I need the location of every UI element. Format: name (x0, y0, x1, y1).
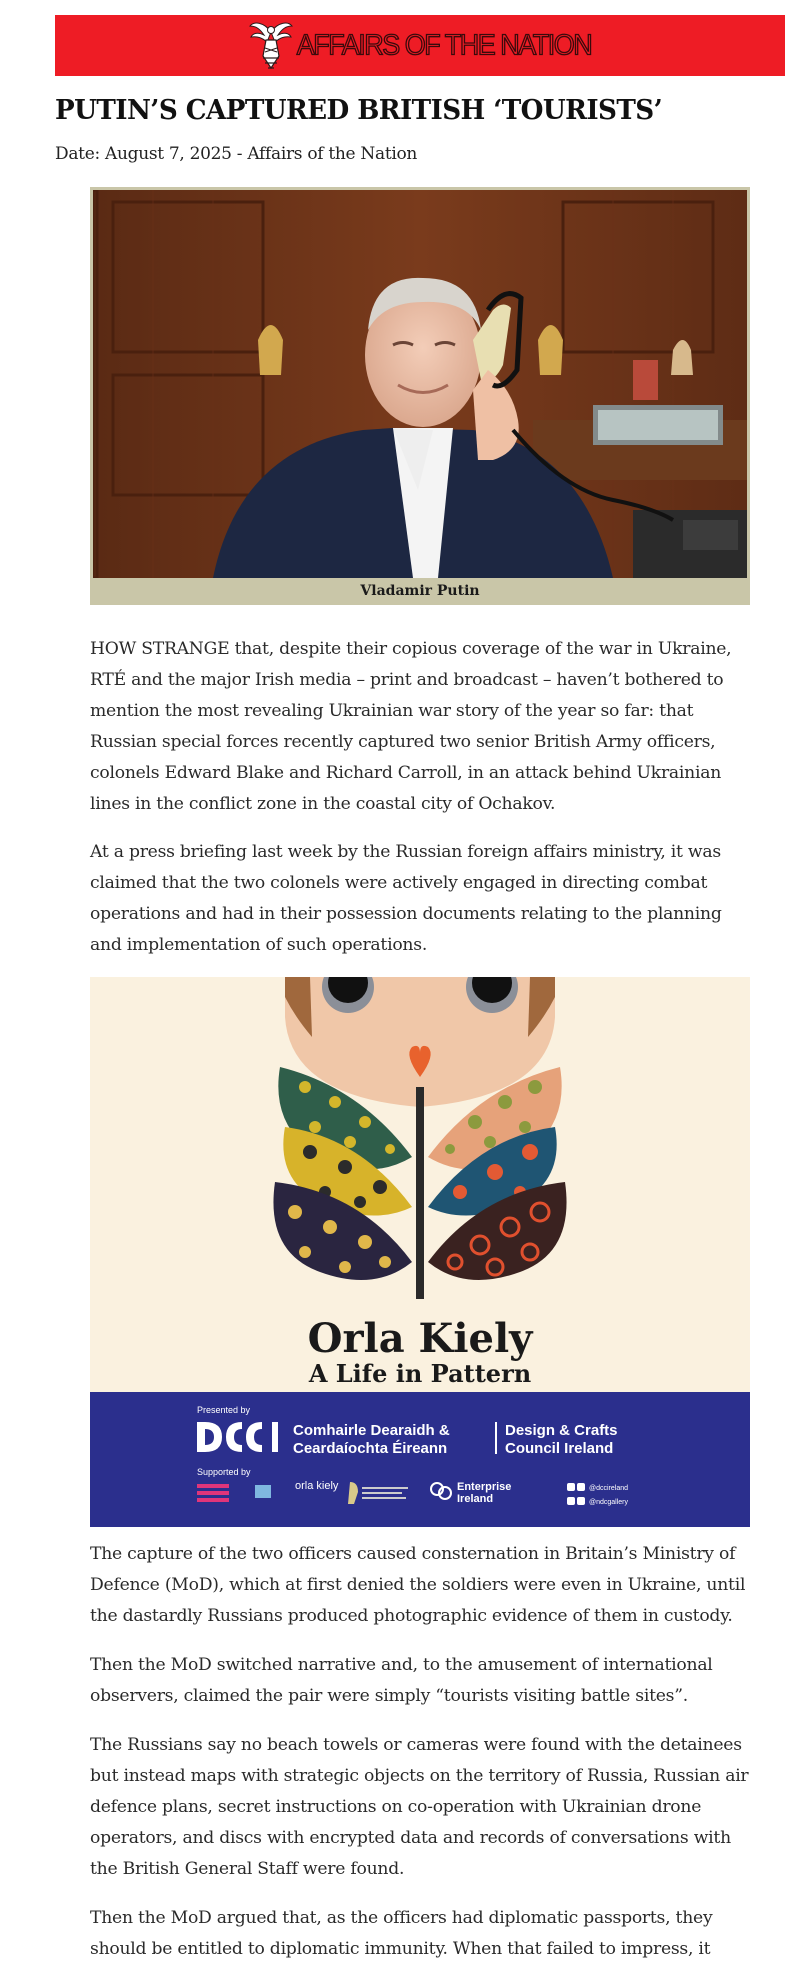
article-paragraph: The Russians say no beach towels or cameras were found with the detainees but instead maps with strategic objects on the territory of Russia, Russian air defence plans, secret instructions on co-operation with Ukrainian drone operators, and discs with encrypted data and records of conversations with the British General Staff were found. (90, 1735, 749, 1879)
article-paragraph: HOW STRANGE that, despite their copious coverage of the war in Ukraine, RTÉ and the major Irish media – print and broadcast – haven’t bothered to mention the most revealing Ukrainian war story of the year so far: that Russian special forces recently captured two senior British Army officers, colonels Edward Blake and Richard Carroll, in an attack behind Ukrainian lines in the conflict zone in the coastal city of Ochakov. (90, 639, 732, 814)
article-dateline: Date: August 7, 2025 - Affairs of the Nation (55, 144, 418, 164)
facebook-icon (567, 1497, 575, 1505)
sponsor-enterprise-line1: Enterprise (457, 1481, 512, 1493)
instagram-icon (577, 1497, 585, 1505)
article-figure (90, 187, 750, 605)
divider (495, 1422, 497, 1454)
sponsor-enterprise-line2: Ireland (457, 1493, 494, 1505)
article-paragraph: Then the MoD argued that, as the officers had diplomatic passports, they should be entitled to diplomatic immunity. When that failed to impress, it (90, 1908, 713, 1959)
advert-subtitle: A Life in Pattern (308, 1359, 532, 1388)
sponsor-band (90, 1392, 750, 1527)
masthead-title: AFFAIRS OF THE NATION (296, 29, 592, 61)
facebook-icon (567, 1483, 575, 1491)
dcci-irish-line2: Ceardaíochta Éireann (293, 1440, 448, 1457)
putin-photo (93, 190, 747, 578)
article-paragraph: The capture of the two officers caused consternation in Britain’s Ministry of Defence (MoD), which at first denied the soldiers were even in Ukraine, until the dastardly Russians produced photographic evidence of them in custody. (90, 1544, 746, 1626)
image-caption: Vladamir Putin (360, 583, 480, 599)
social-handle: @dccireland (589, 1485, 629, 1492)
sponsor-orla-kiely: orla kiely (295, 1480, 339, 1492)
instagram-icon (577, 1483, 585, 1491)
advert-title: Orla Kiely (307, 1315, 533, 1362)
sponsor-fashion-textile-logo-icon (197, 1484, 229, 1502)
advert-artwork[interactable] (90, 977, 750, 1527)
dcci-english-line2: Council Ireland (505, 1440, 614, 1457)
masthead-logo[interactable] (249, 18, 592, 74)
article-paragraph: At a press briefing last week by the Russian foreign affairs ministry, it was claimed that the two colonels were actively engaged in directing combat operations and had in their possession documents relating to the planning and implementation of such operations. (90, 842, 722, 955)
dcci-irish-line1: Comhairle Dearaidh & (293, 1422, 450, 1439)
social-handle: @ndcgallery (589, 1499, 629, 1506)
article-paragraph: Then the MoD switched narrative and, to the amusement of international observers, claimed the pair were simply “tourists visiting battle sites”. (90, 1655, 713, 1706)
sponsor-square-logo-icon (255, 1485, 271, 1498)
masthead-banner[interactable] (55, 15, 785, 76)
orla-kiely-advert[interactable] (90, 977, 750, 1527)
eagle-icon (249, 18, 293, 74)
presented-by-label: Presented by (197, 1405, 251, 1415)
article-headline: PUTIN’S CAPTURED BRITISH ‘TOURISTS’ (55, 95, 663, 126)
dcci-english-line1: Design & Crafts (505, 1422, 618, 1439)
supported-by-label: Supported by (197, 1467, 251, 1477)
